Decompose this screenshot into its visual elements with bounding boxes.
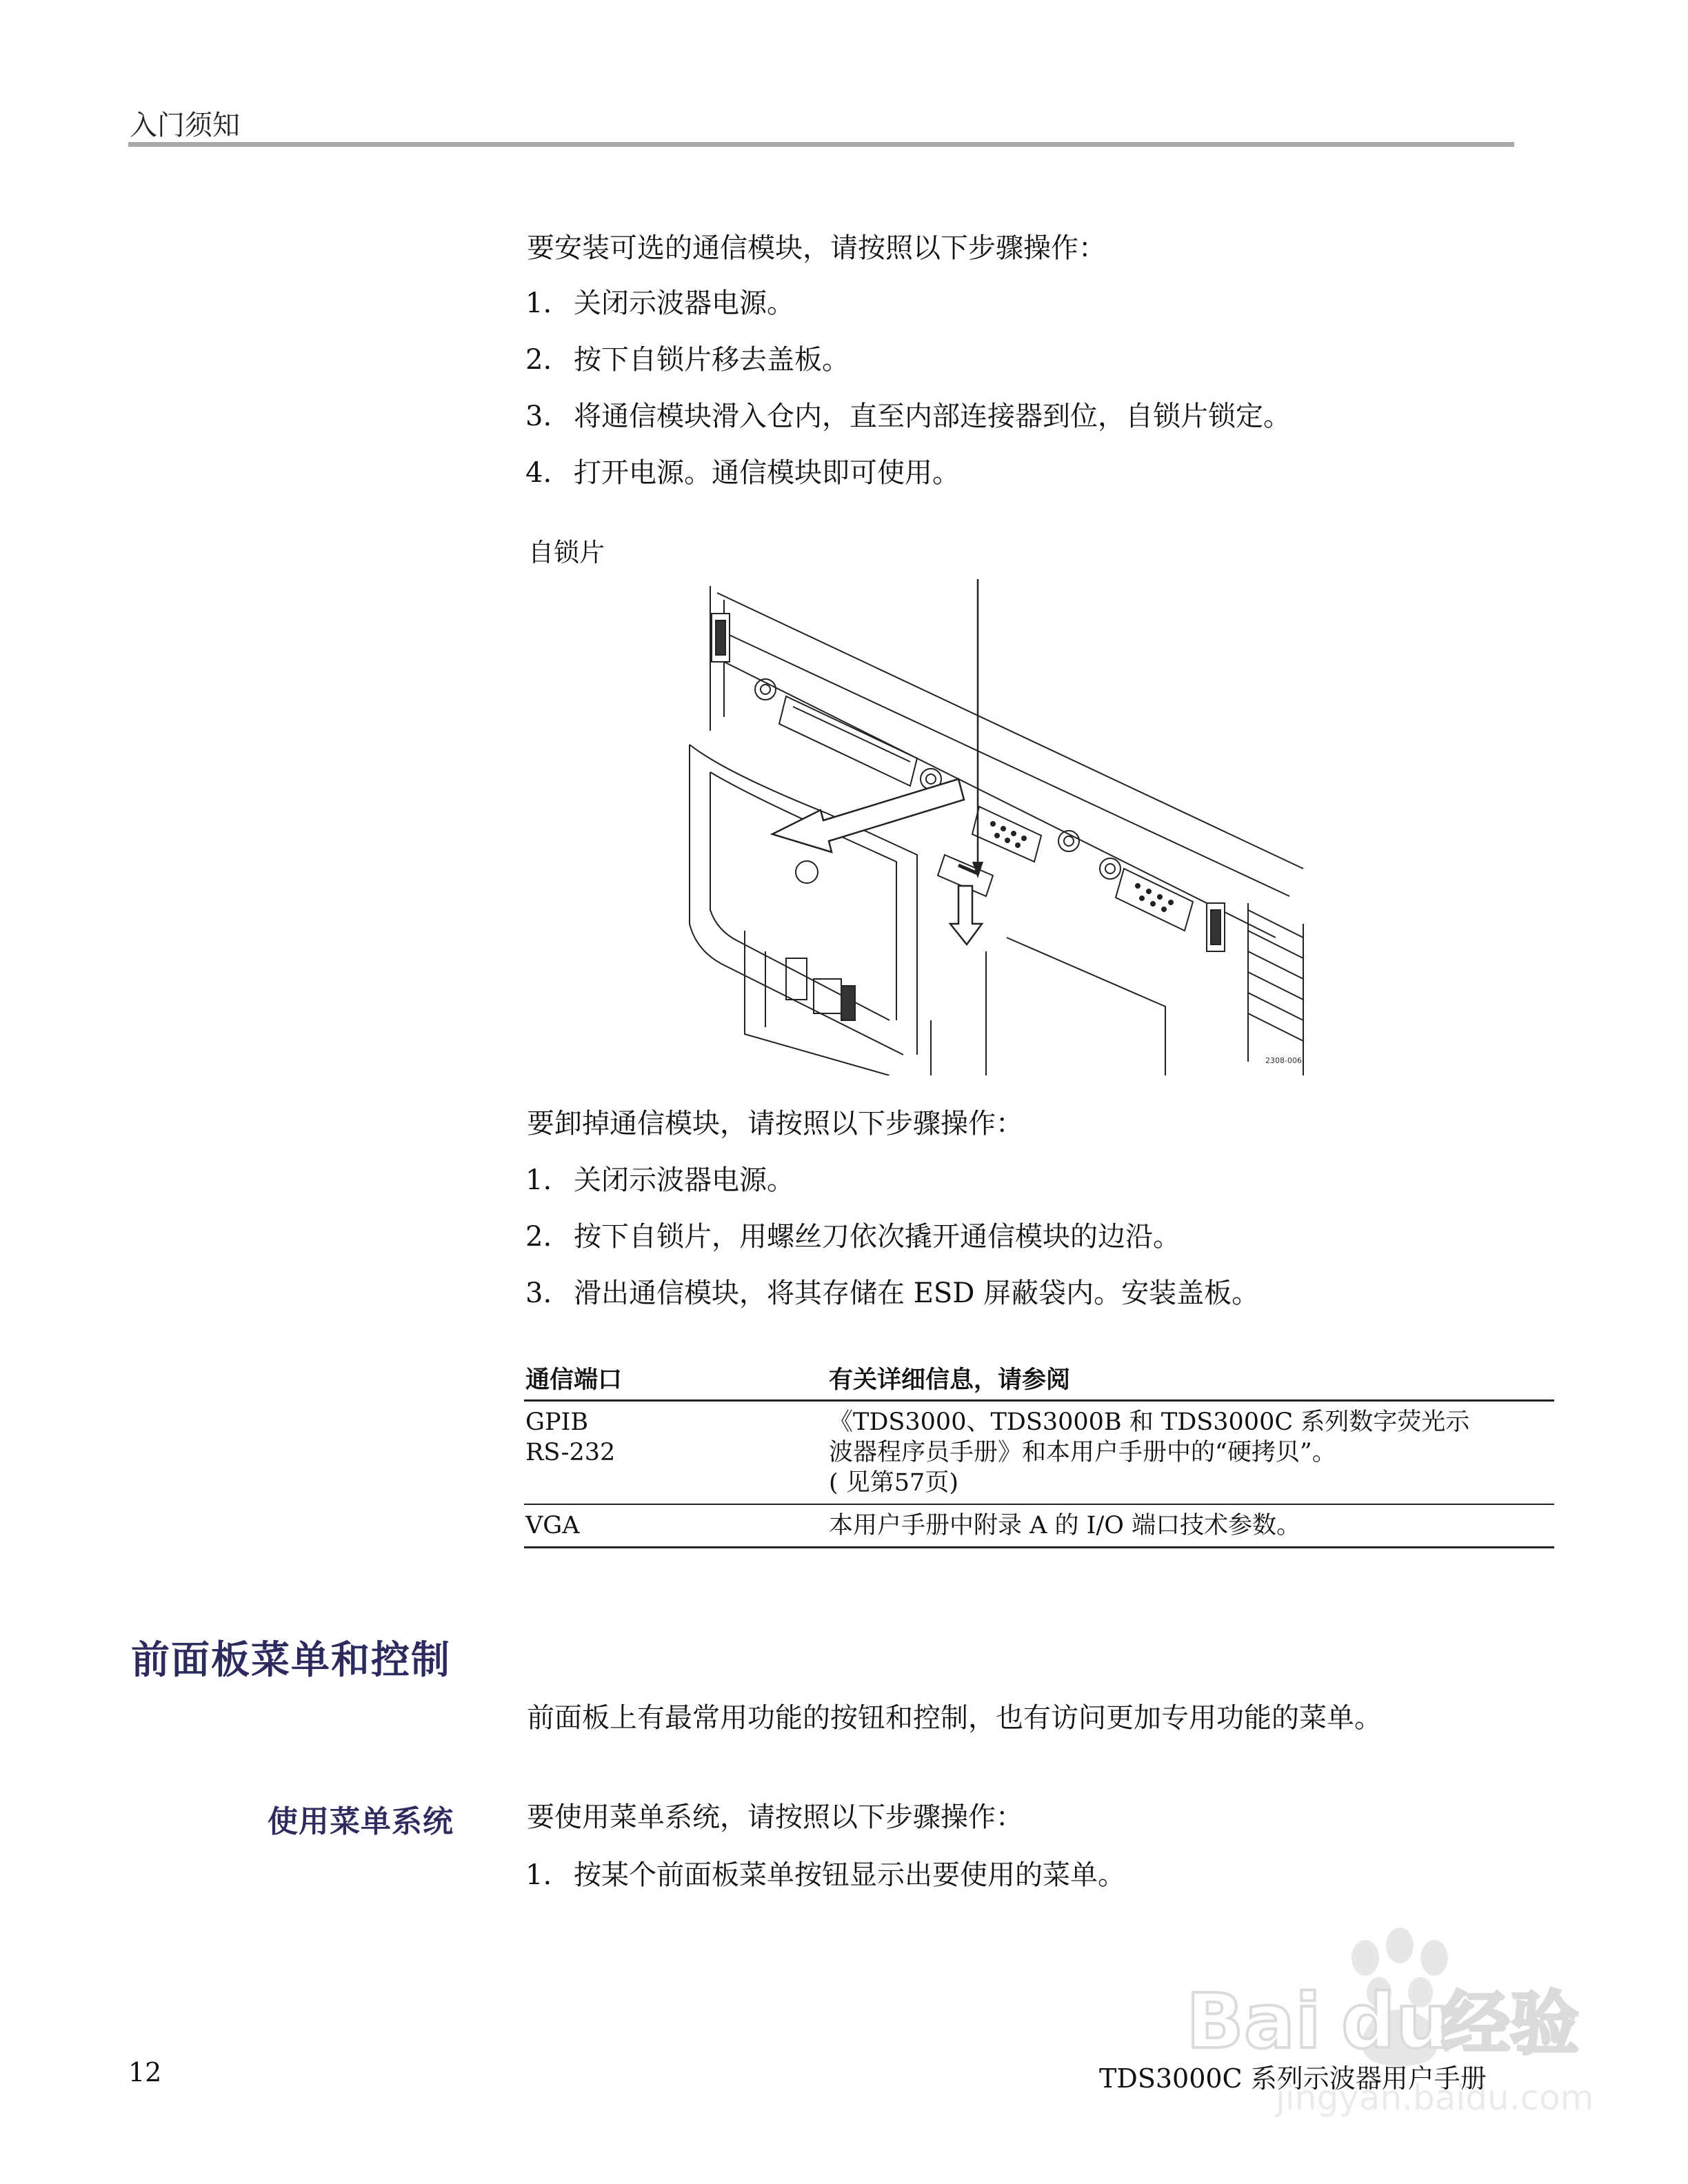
section-heading: 前面板菜单和控制 (131, 1638, 451, 1683)
remove-step-2: 2. 按下自锁片，用螺丝刀依次撬开通信模块的边沿。 (525, 1221, 1180, 1253)
table-row (524, 1401, 1554, 1505)
figure-code: 2308-006 (1265, 1056, 1302, 1065)
header-rule (128, 142, 1514, 147)
reference-line: 《TDS3000、TDS3000B 和 TDS3000C 系列数字荧光示 (829, 1408, 1470, 1436)
install-intro: 要安装可选的通信模块，请按照以下步骤操作： (527, 232, 1106, 264)
latch-label: 自锁片 (528, 538, 605, 567)
remove-step-3: 3. 滑出通信模块，将其存储在 ESD 屏蔽袋内。安装盖板。 (525, 1277, 1260, 1309)
section-intro: 前面板上有最常用功能的按钮和控制，也有访问更加专用功能的菜单。 (527, 1702, 1382, 1734)
install-step-2: 2. 按下自锁片移去盖板。 (525, 344, 850, 376)
page-number: 12 (128, 2057, 162, 2087)
install-step-4: 4. 打开电源。通信模块即可使用。 (525, 457, 960, 489)
watermark-url: jingyan.baidu.com (1276, 2078, 1594, 2118)
watermark-brand-du: du (1341, 1977, 1450, 2065)
table-header-reference: 有关详细信息，请参阅 (827, 1361, 1554, 1401)
port-rs232: RS-232 (525, 1439, 616, 1466)
install-step-3: 3. 将通信模块滑入仓内，直至内部连接器到位，自锁片锁定。 (525, 401, 1291, 432)
baidu-watermark (1172, 1903, 1600, 2151)
install-step-1: 1. 关闭示波器电源。 (525, 287, 794, 319)
reference-line: 波器程序员手册》和本用户手册中的“硬拷贝”。 (829, 1439, 1336, 1466)
watermark-brand: Bai (1186, 1977, 1321, 2065)
reference-line: ( 见第57页) (829, 1469, 958, 1497)
port-vga: VGA (524, 1504, 827, 1548)
remove-step-1: 1. 关闭示波器电源。 (525, 1164, 794, 1196)
table-header-port: 通信端口 (524, 1361, 827, 1401)
watermark-suffix: 经验 (1441, 1983, 1579, 2064)
reference-line: 本用户手册中附录 A 的 I/O 端口技术参数。 (827, 1504, 1554, 1548)
subsection-intro: 要使用菜单系统，请按照以下步骤操作： (527, 1801, 1023, 1833)
subsection-step-1: 1. 按某个前面板菜单按钮显示出要使用的菜单。 (525, 1859, 1125, 1891)
comm-module-illustration (683, 579, 1310, 1075)
table-row (524, 1504, 1554, 1548)
port-gpib: GPIB (525, 1408, 589, 1436)
comm-port-reference-table (524, 1361, 1554, 1548)
subsection-heading: 使用菜单系统 (268, 1804, 454, 1839)
running-header: 入门须知 (130, 110, 240, 141)
remove-intro: 要卸掉通信模块，请按照以下步骤操作： (527, 1108, 1023, 1140)
manual-title: TDS3000C 系列示波器用户手册 (1099, 2063, 1487, 2094)
